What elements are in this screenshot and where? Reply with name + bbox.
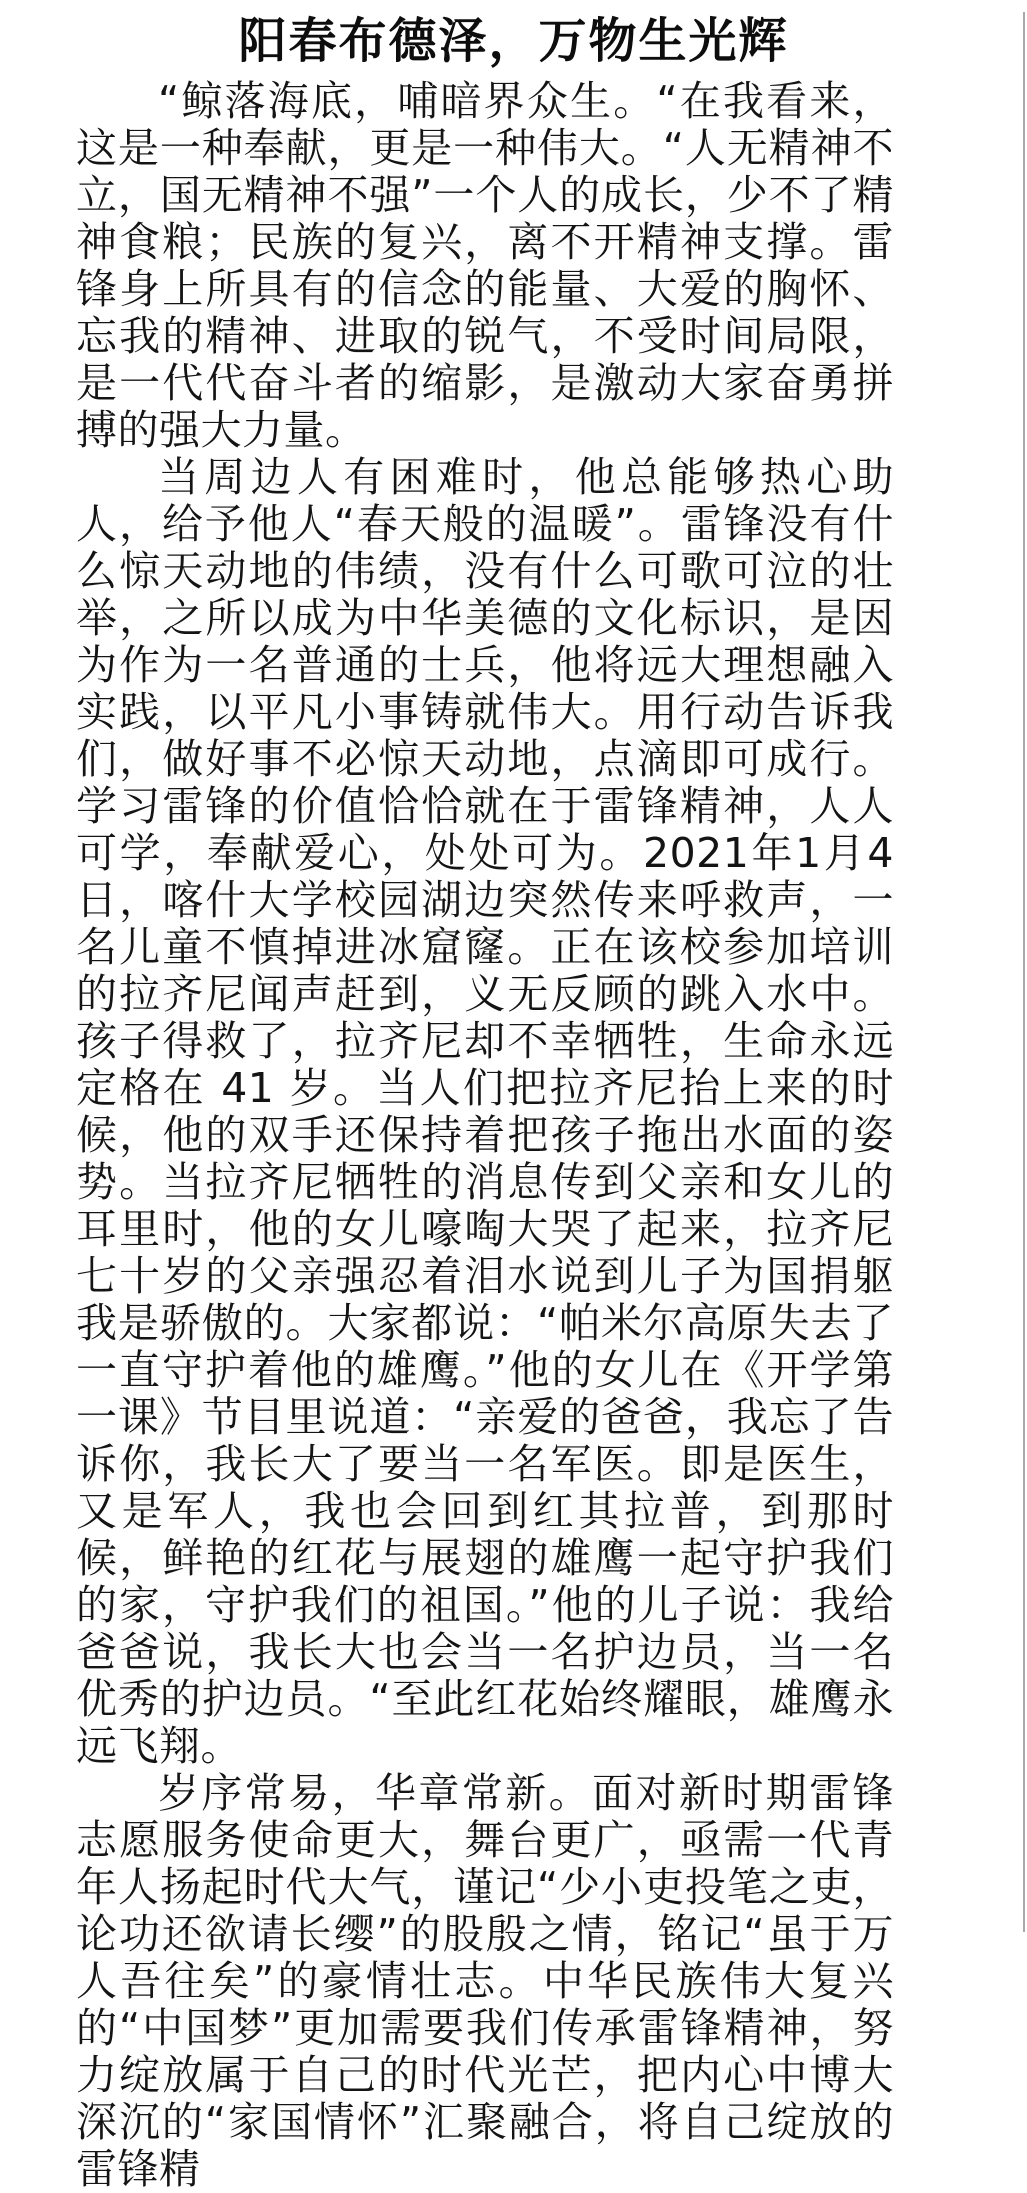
- document-page: [0, 12, 1027, 2193]
- paragraph-3: 岁序常易，华章常新。面对新时期雷锋志愿服务使命更大，舞台更广，亟需一代青年人扬起时代大气，谨记“少小吏投笔之吏，论功还欲请长缨”的股殷之情，铭记“虽于万人吾往矣”的豪情壮志。中华民族伟大复兴的“中国梦”更加需要我们传承雷锋精神，努力绽放属于自己的时代光芒，把内心中博大深沉的“家国情怀”汇聚融合，将自己绽放的雷锋精: [76, 1769, 894, 2193]
- document-body: [76, 78, 894, 2193]
- page-edge-line: [1023, 12, 1025, 1932]
- paragraph-1: “鲸落海底，哺暗界众生。“在我看来，这是一种奉献，更是一种伟大。“人无精神不立，国无精神不强”一个人的成长，少不了精神食粮；民族的复兴，离不开精神支撑。雷锋身上所具有的信念的能量、大爱的胸怀、忘我的精神、进取的锐气，不受时间局限，是一代代奋斗者的缩影，是激动大家奋勇拼搏的强大力量。: [76, 77, 894, 454]
- paragraph-2: 当周边人有困难时，他总能够热心助人，给予他人“春天般的温暖”。雷锋没有什么惊天动地的伟绩，没有什么可歌可泣的壮举，之所以成为中华美德的文化标识，是因为作为一名普通的士兵，他将远大理想融入实践，以平凡小事铸就伟大。用行动告诉我们，做好事不必惊天动地，点滴即可成行。学习雷锋的价值恰恰就在于雷锋精神，人人可学，奉献爱心，处处可为。2021年1月4日，喀什大学校园湖边突然传来呼救声，一名儿童不慎掉进冰窟窿。正在该校参加培训的拉齐尼闻声赶到，义无反顾的跳入水中。孩子得救了，拉齐尼却不幸牺牲，生命永远定格在 41 岁。当人们把拉齐尼抬上来的时候，他的双手还保持着把孩子拖出水面的姿势。当拉齐尼牺牲的消息传到父亲和女儿的耳里时，他的女儿嚎啕大哭了起来，拉齐尼七十岁的父亲强忍着泪水说到儿子为国捐躯我是骄傲的。大家都说：“帕米尔高原失去了一直守护着他的雄鹰。”他的女儿在《开学第一课》节目里说道：“亲爱的爸爸，我忘了告诉你，我长大了要当一名军医。即是医生，又是军人，我也会回到红其拉普，到那时候，鲜艳的红花与展翅的雄鹰一起守护我们的家，守护我们的祖国。”他的儿子说：我给爸爸说，我长大也会当一名护边员，当一名优秀的护边员。“至此红花始终耀眼，雄鹰永远飞翔。: [76, 453, 894, 1770]
- page-title: 阳春布德泽，万物生光辉: [238, 13, 789, 69]
